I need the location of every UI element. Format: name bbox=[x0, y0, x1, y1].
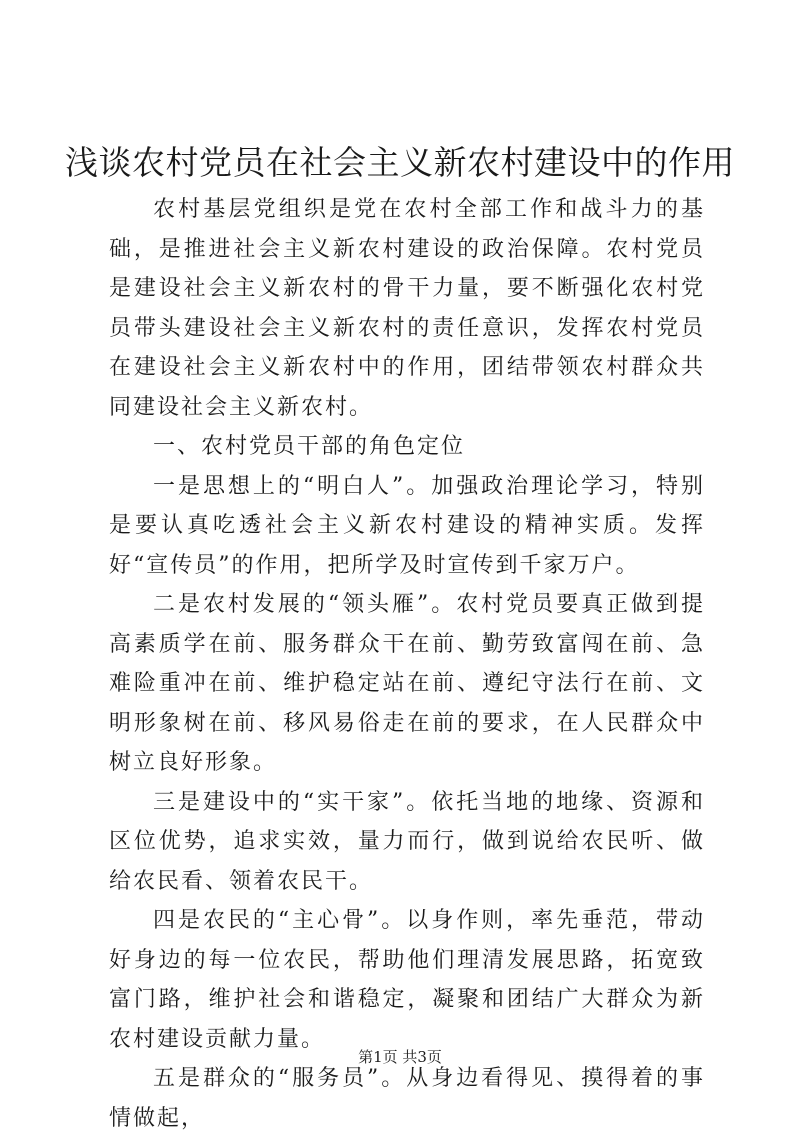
paragraph-role-5: 五是群众的“服务员”。从身边看得见、摸得着的事情做起， bbox=[109, 1066, 705, 1131]
document-body bbox=[109, 190, 705, 1138]
page-number-footer: 第1页 共3页 bbox=[358, 1048, 442, 1066]
section-heading: 一、农村党员干部的角色定位 bbox=[153, 434, 466, 459]
document-title: 浅谈农村党员在社会主义新农村建设中的作用 bbox=[65, 143, 735, 182]
paragraph-intro: 农村基层党组织是党在农村全部工作和战斗力的基础，是推进社会主义新农村建设的政治保障。农村党员是建设社会主义新农村的骨干力量，要不断强化农村党员带头建设社会主义新农村的责任意识，发挥农村党员在建设社会主义新农村中的作用，团结带领农村群众共同建设社会主义新农村。 bbox=[109, 197, 705, 420]
paragraph-role-4: 四是农民的“主心骨”。以身作则，率先垂范，带动好身边的每一位农民，帮助他们理清发展思路，拓宽致富门路，维护社会和谐稳定，凝聚和团结广大群众为新农村建设贡献力量。 bbox=[109, 908, 705, 1052]
paragraph-role-3: 三是建设中的“实干家”。依托当地的地缘、资源和区位优势，追求实效，量力而行，做到说给农民听、做给农民看、领着农民干。 bbox=[109, 789, 705, 894]
paragraph-role-1: 一是思想上的“明白人”。加强政治理论学习，特别是要认真吃透社会主义新农村建设的精神实质。发挥好“宣传员”的作用，把所学及时宣传到千家万户。 bbox=[109, 473, 705, 578]
paragraph-role-2: 二是农村发展的“领头雁”。农村党员要真正做到提高素质学在前、服务群众干在前、勤劳致富闯在前、急难险重冲在前、维护稳定站在前、遵纪守法行在前、文明形象树在前、移风易俗走在前的要求，在人民群众中树立良好形象。 bbox=[109, 592, 705, 775]
